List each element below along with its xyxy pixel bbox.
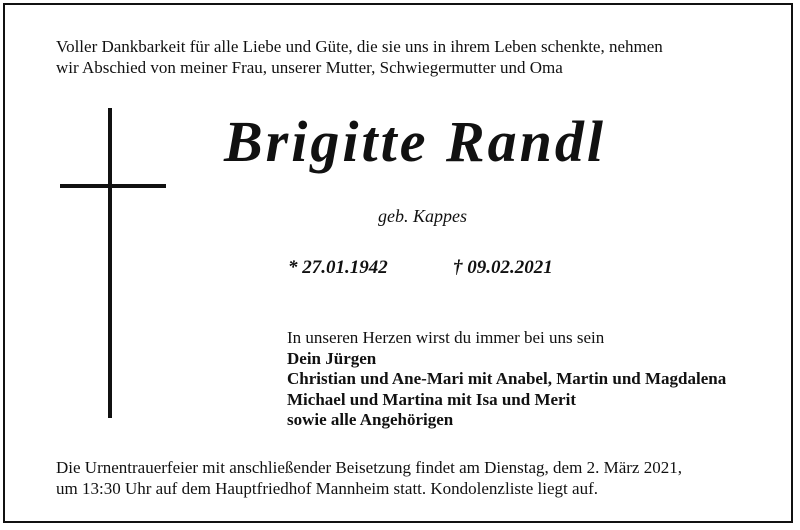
death-date: † 09.02.2021: [453, 257, 553, 278]
intro-line-2: wir Abschied von meiner Frau, unserer Mutter, Schwiegermutter und Oma: [56, 58, 563, 77]
intro-text: [56, 36, 756, 78]
notice-line-2: um 13:30 Uhr auf dem Hauptfriedhof Mannheim statt. Kondolenzliste liegt auf.: [56, 479, 598, 498]
birth-date: * 27.01.1942: [288, 257, 388, 278]
cross-vertical-bar: [108, 108, 112, 418]
deceased-name: Brigitte Randl: [224, 109, 607, 174]
intro-line-1: Voller Dankbarkeit für alle Liebe und Güte, die sie uns in ihrem Leben schenkte, nehmen: [56, 37, 663, 56]
life-dates: [288, 256, 553, 280]
signer-line: Michael und Martina mit Isa und Merit: [287, 389, 576, 409]
maiden-name: geb. Kappes: [378, 206, 467, 226]
motto: In unseren Herzen wirst du immer bei uns sein: [287, 328, 605, 347]
signer-line: Dein Jürgen: [287, 348, 377, 368]
signer-line: sowie alle Angehörigen: [287, 410, 454, 429]
signer-line: Christian und Ane-Mari mit Anabel, Martin und Magdalena: [287, 369, 727, 388]
funeral-notice: [56, 457, 776, 499]
notice-line-1: Die Urnentrauerfeier mit anschließender Beisetzung findet am Dienstag, dem 2. März 2021,: [56, 458, 682, 477]
cross-icon: [60, 108, 166, 418]
cross-horizontal-bar: [60, 184, 166, 188]
signers-block: [287, 328, 726, 431]
